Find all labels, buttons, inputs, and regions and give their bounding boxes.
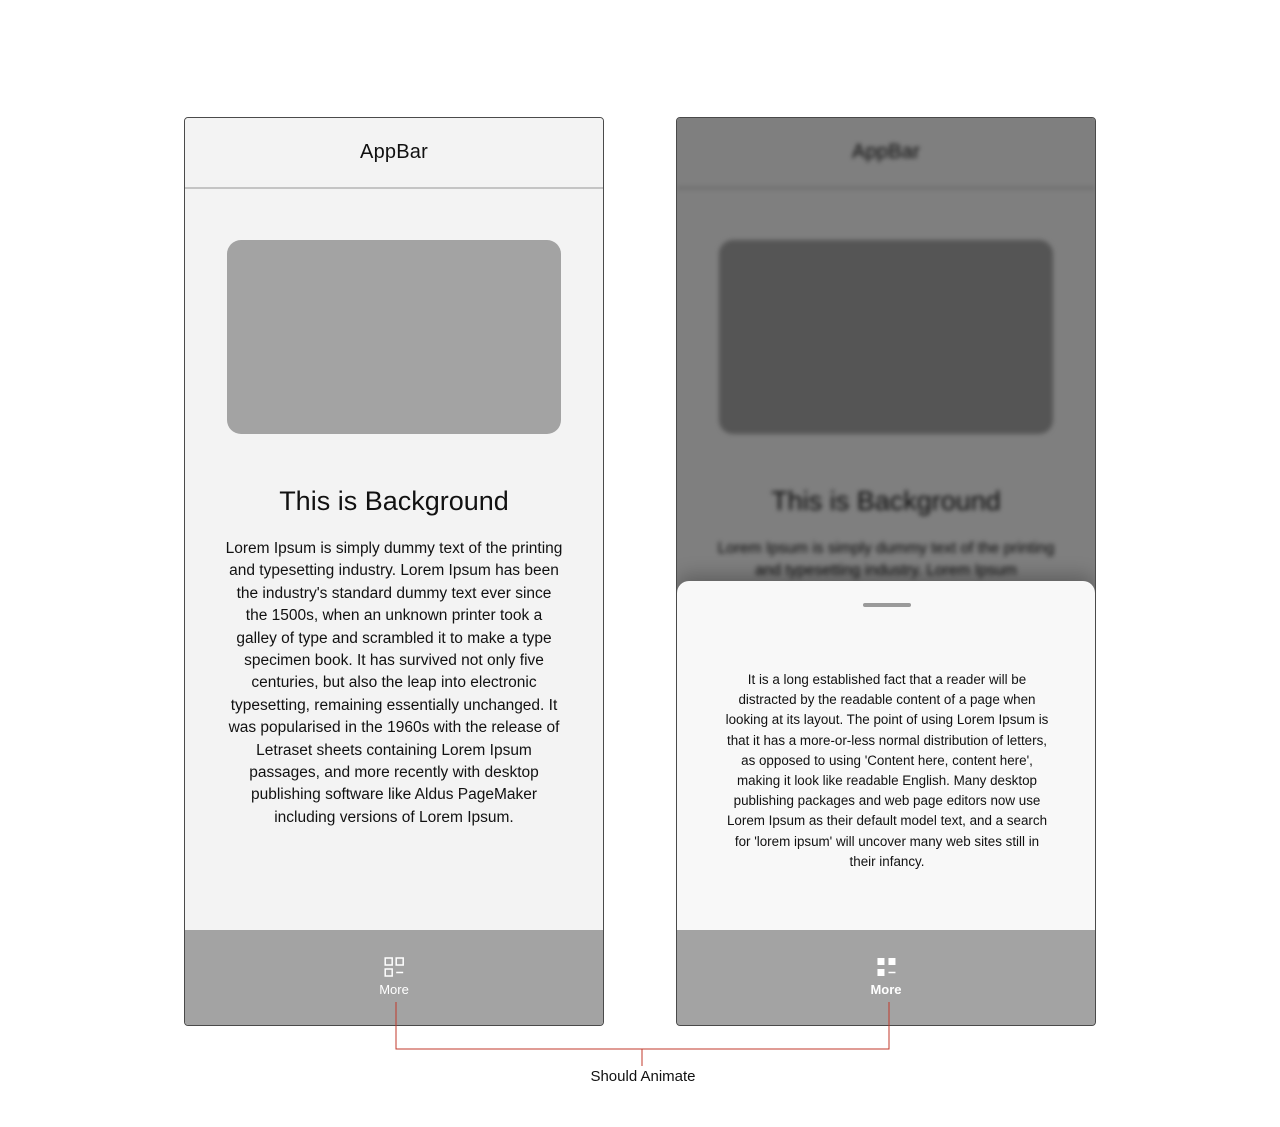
sheet-body-text: It is a long established fact that a reader will be distracted by the readable content of a page when looking at its layout. The point of using Lorem Ipsum is that it has a more-or-less normal distribution of letters, as opposed to using 'Content here, content here', making it look like readable English. Many desktop publishing packages and web page editors now use Lorem Ipsum as their default model text, and a search for 'lorem ipsum' will uncover many web sites still in their infancy. <box>725 672 1049 869</box>
phone-screen-default <box>184 117 604 1026</box>
bottom-navigation <box>185 930 603 1025</box>
bottom-sheet <box>677 581 1095 933</box>
drag-handle[interactable] <box>863 603 911 607</box>
nav-more-button-active[interactable] <box>870 956 901 997</box>
grid-filled-icon <box>875 956 897 978</box>
placeholder-image <box>227 240 561 434</box>
app-bar-title: AppBar <box>360 141 428 163</box>
background-title: This is Background <box>771 486 1001 516</box>
nav-more-button[interactable] <box>379 956 409 997</box>
nav-more-label: More <box>870 982 902 997</box>
background-body-text: Lorem Ipsum is simply dummy text of the printing and typesetting industry. Lorem Ipsum has been the industry's standard dummy text ever since the 1500s, when an unknown printer took a galley of type and scrambled it to make a type specimen book. It has survived not only five centuries, but also the leap into electronic typesetting, remaining essentially unchanged. It was popularised in the 1960s with the release of Letraset sheets containing Lorem Ipsum passages, and more recently with desktop publishing software like Aldus PageMaker including versions of Lorem Ipsum. <box>225 540 563 826</box>
background-title: This is Background <box>279 486 509 516</box>
nav-more-label: More <box>379 982 409 997</box>
annotation-label: Should Animate <box>590 1068 696 1085</box>
phone-screen-sheet-open <box>676 117 1096 1026</box>
bottom-navigation <box>677 930 1095 1025</box>
grid-outline-icon <box>383 956 405 978</box>
background-body-text: Lorem Ipsum is simply dummy text of the printing and typesetting industry. Lorem Ipsum <box>717 540 1055 580</box>
app-bar <box>185 118 603 189</box>
app-bar-title: AppBar <box>852 141 920 163</box>
